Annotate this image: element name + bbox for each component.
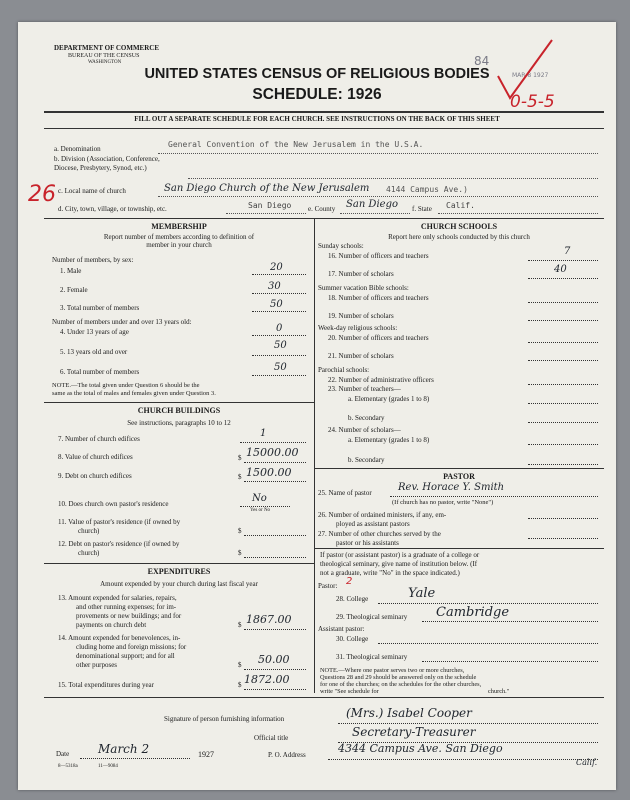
q29-label: 29. Theological seminary: [336, 613, 408, 621]
graduate-note-2: theological seminary, give name of institution below. (If: [320, 560, 478, 568]
q2-label: 2. Female: [60, 286, 88, 294]
form-code: 8—5318a: [58, 764, 78, 769]
q6-label: 6. Total number of members: [60, 368, 140, 376]
q6-value: 50: [274, 362, 287, 373]
state-value: Calif.: [446, 201, 475, 210]
q10-value: No: [252, 493, 267, 504]
parochial-label: Parochial schools:: [318, 366, 370, 374]
county-value: San Diego: [346, 199, 398, 210]
q26-label-2: ployed as assistant pastors: [336, 520, 410, 528]
pastor-note-1: NOTE.—Where one pastor serves two or more churches,: [320, 667, 465, 674]
q5-label: 5. 13 years old and over: [60, 348, 128, 356]
signature-value: (Mrs.) Isabel Cooper: [346, 706, 472, 720]
q12-label-2: church): [78, 549, 100, 557]
signature-label: Signature of person furnishing information: [164, 715, 285, 723]
q20-label: 20. Number of officers and teachers: [328, 334, 429, 342]
q22-label: 22. Number of administrative officers: [328, 376, 434, 384]
po-address-extra: Calif.: [576, 758, 598, 767]
sunday-label: Sunday schools:: [318, 242, 364, 250]
q11-dollar: $: [238, 527, 242, 535]
buildings-subheading: See instructions, paragraphs 10 to 12: [127, 419, 231, 427]
q9-label: 9. Debt on church edifices: [58, 472, 132, 480]
q13-dollar: $: [238, 621, 242, 629]
q12-label-1: 12. Debt on pastor's residence (if owned by: [58, 540, 180, 548]
bureau-label: BUREAU OF THE CENSUS: [68, 53, 140, 59]
q13-label-3: provements or new buildings; and for: [76, 612, 182, 620]
membership-subheading-1: Report number of members according to definition of: [103, 233, 255, 241]
q17-value: 40: [554, 264, 567, 275]
q1-label: 1. Male: [60, 267, 82, 275]
q11-label-2: church): [78, 527, 100, 535]
q25-value: Rev. Horace Y. Smith: [398, 482, 505, 493]
census-schedule-sheet: [18, 22, 616, 790]
q16-value: 7: [564, 246, 571, 257]
q27-label-2: pastor or his assistants: [336, 539, 399, 547]
vacation-label: Summer vacation Bible schools:: [318, 284, 409, 292]
q7-value: 1: [260, 428, 267, 439]
official-title-label: Official title: [254, 734, 289, 742]
q29-value: Cambridge: [436, 605, 510, 620]
q13-label-4: payments on church debt: [76, 621, 147, 629]
date-label: Date: [56, 750, 70, 758]
q5-value: 50: [274, 340, 287, 351]
q15-label: 15. Total expenditures during year: [58, 681, 154, 689]
schools-heading: CHURCH SCHOOLS: [420, 222, 498, 231]
q2-value: 30: [268, 281, 281, 292]
red-code: 0-5-5: [510, 92, 555, 112]
fill-instruction: FILL OUT A SEPARATE SCHEDULE FOR EACH CHURCH. SEE INSTRUCTIONS ON THE BACK OF THIS SHEET: [134, 115, 500, 123]
q28-label: 28. College: [336, 595, 369, 603]
expenditures-heading: EXPENDITURES: [147, 567, 211, 576]
official-title-value: Secretary-Treasurer: [352, 725, 476, 739]
county-label: e. County: [308, 205, 336, 213]
date-year: 1927: [198, 750, 214, 759]
q17-label: 17. Number of scholars: [328, 270, 394, 278]
q21-label: 21. Number of scholars: [328, 352, 394, 360]
age-label: Number of members under and over 13 years old:: [52, 318, 192, 326]
city-value: San Diego: [248, 201, 292, 210]
q12-dollar: $: [238, 549, 242, 557]
pastor-note-4: write "See schedule for: [320, 688, 379, 695]
q7-label: 7. Number of church edifices: [58, 435, 140, 443]
pastor-heading: PASTOR: [443, 472, 475, 481]
graduate-note-1: If pastor (or assistant pastor) is a graduate of a college or: [320, 551, 480, 559]
po-address-label: P. O. Address: [268, 751, 306, 759]
expenditures-subheading: Amount expended by your church during last fiscal year: [100, 580, 258, 588]
q13-label-2: and other running expenses; for im-: [76, 603, 177, 611]
city-label: WASHINGTON: [88, 60, 122, 65]
pastor-red-mark: 2: [346, 576, 353, 587]
buildings-heading: CHURCH BUILDINGS: [137, 406, 221, 415]
q26-label-1: 26. Number of ordained ministers, if any, em-: [318, 511, 447, 519]
membership-subheading-2: member in your church: [146, 241, 212, 249]
q14-value: 50.00: [258, 653, 290, 666]
membership-heading: MEMBERSHIP: [151, 222, 207, 231]
q25-label: 25. Name of pastor: [318, 489, 372, 497]
department-label: DEPARTMENT OF COMMERCE: [54, 44, 160, 52]
q14-label-1: 14. Amount expended for benevolences, in-: [58, 634, 181, 642]
pastor-note-3: for one of the churches; on the schedules for the other churches,: [320, 681, 482, 688]
q30-label: 30. College: [336, 635, 369, 643]
q8-label: 8. Value of church edifices: [58, 453, 133, 461]
q24a-label: a. Elementary (grades 1 to 8): [348, 436, 430, 444]
date-value: March 2: [98, 742, 150, 756]
pastor-note-5: church.": [488, 688, 510, 695]
pastor-note-2: Questions 28 and 29 should be answered only on the schedule: [320, 674, 477, 681]
q13-label-1: 13. Amount expended for salaries, repairs,: [58, 594, 177, 602]
weekday-label: Week-day religious schools:: [318, 324, 398, 332]
q8-value: 15000.00: [246, 446, 299, 459]
state-label: f. State: [412, 205, 432, 213]
q23a-label: a. Elementary (grades 1 to 8): [348, 395, 430, 403]
q14-label-3: denominational support; and for all: [76, 652, 175, 660]
q11-label-1: 11. Value of pastor's residence (if owned by: [58, 518, 181, 526]
q4-label: 4. Under 13 years of age: [60, 328, 129, 336]
form-title: UNITED STATES CENSUS OF RELIGIOUS BODIES: [144, 66, 490, 82]
city-label-field: d. City, town, village, or township, etc.: [58, 205, 167, 213]
local-name-value: San Diego Church of the New Jerusalem: [164, 183, 370, 194]
denomination-value: General Convention of the New Jerusalem in the U.S.A.: [168, 140, 424, 149]
graduate-note-3: not a graduate, write "No" in the space indicated.): [320, 569, 460, 577]
q14-label-4: other purposes: [76, 661, 118, 669]
q18-label: 18. Number of officers and teachers: [328, 294, 429, 302]
membership-note-2: same as the total of males and females given under Question 3.: [52, 390, 216, 397]
q31-label: 31. Theological seminary: [336, 653, 408, 661]
q16-label: 16. Number of officers and teachers: [328, 252, 429, 260]
q10-label: 10. Does church own pastor's residence: [58, 500, 169, 508]
red-side-mark: 26: [28, 182, 56, 207]
q4-value: 0: [276, 323, 283, 334]
q19-label: 19. Number of scholars: [328, 312, 394, 320]
q15-dollar: $: [238, 681, 242, 689]
q23-label: 23. Number of teachers—: [328, 385, 401, 393]
schools-subheading: Report here only schools conducted by this church: [388, 233, 530, 241]
local-name-label: c. Local name of church: [58, 187, 126, 195]
q1-value: 20: [270, 262, 283, 273]
division-label: b. Division (Association, Conference, Diocese, Presbytery, Synod, etc.): [54, 155, 160, 172]
q3-value: 50: [270, 299, 283, 310]
q28-value: Yale: [408, 586, 436, 601]
schedule-title: SCHEDULE: 1926: [252, 86, 382, 103]
q3-label: 3. Total number of members: [60, 304, 140, 312]
q9-value: 1500.00: [246, 466, 292, 479]
stamp-date: MAR 8 1927: [512, 72, 549, 79]
denomination-label: a. Denomination: [54, 145, 101, 153]
q25-note: (If church has no pastor, write "None"): [392, 499, 494, 506]
q9-dollar: $: [238, 473, 242, 481]
q14-dollar: $: [238, 661, 242, 669]
yes-no-caption: Yes or No: [250, 508, 271, 513]
form-code-2: 11—9084: [98, 764, 118, 769]
q23b-label: b. Secondary: [348, 414, 385, 422]
pastor-label: Pastor:: [318, 582, 338, 590]
membership-note-1: NOTE.—The total given under Question 6 should be the: [52, 382, 200, 389]
stamp-number: 84: [474, 54, 490, 68]
assistant-label: Assistant pastor:: [318, 625, 365, 633]
q27-label-1: 27. Number of other churches served by the: [318, 530, 441, 538]
by-sex-label: Number of members, by sex:: [52, 256, 134, 264]
q15-value: 1872.00: [244, 673, 290, 686]
q8-dollar: $: [238, 454, 242, 462]
po-address-value: 4344 Campus Ave. San Diego: [338, 742, 503, 755]
church-address-value: 4144 Campus Ave.): [386, 185, 468, 194]
q14-label-2: cluding home and foreign missions; for: [76, 643, 187, 651]
q24-label: 24. Number of scholars—: [328, 426, 401, 434]
q24b-label: b. Secondary: [348, 456, 385, 464]
q13-value: 1867.00: [246, 613, 292, 626]
